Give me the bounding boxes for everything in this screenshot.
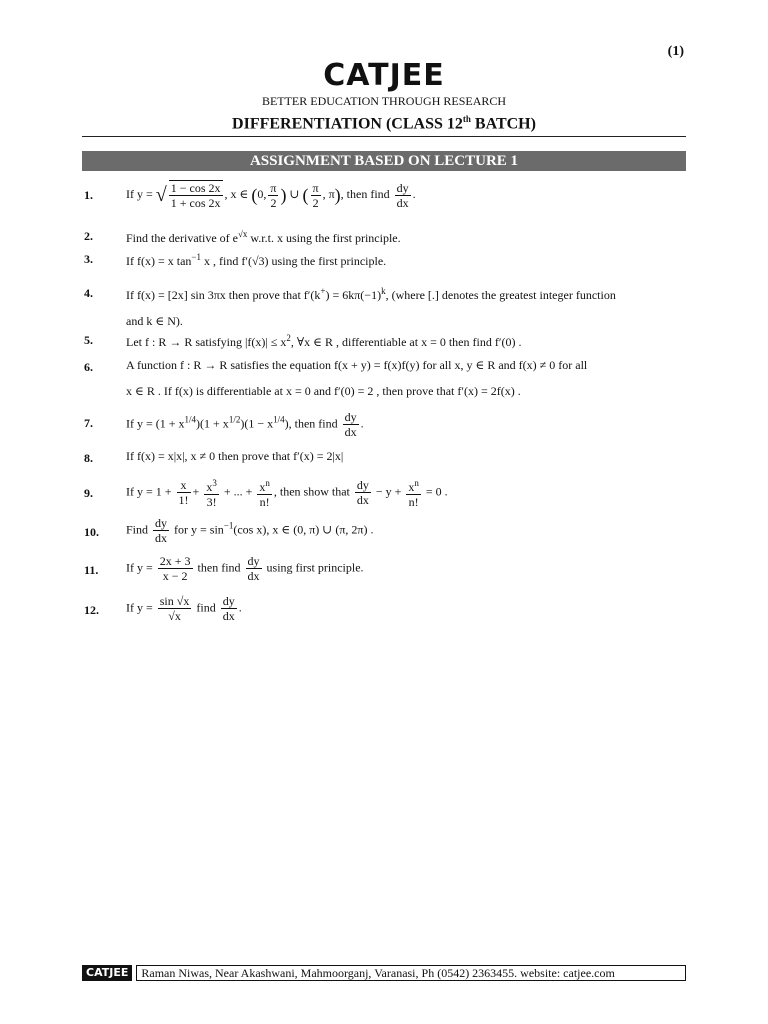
logo: CATJEE [323,58,445,93]
page-title: DIFFERENTIATION (CLASS 12th BATCH) [232,114,536,133]
header-rule [82,136,686,137]
section-banner: ASSIGNMENT BASED ON LECTURE 1 [82,151,686,171]
footer [82,965,686,981]
footer-address: Raman Niwas, Near Akashwani, Mahmoorganj, Varanasi, Ph (0542) 2363455. website: catjee.com [136,965,686,981]
tagline: BETTER EDUCATION THROUGH RESEARCH [261,94,507,108]
page-number: (1) [667,44,684,59]
footer-logo: CATJEE [82,965,132,981]
